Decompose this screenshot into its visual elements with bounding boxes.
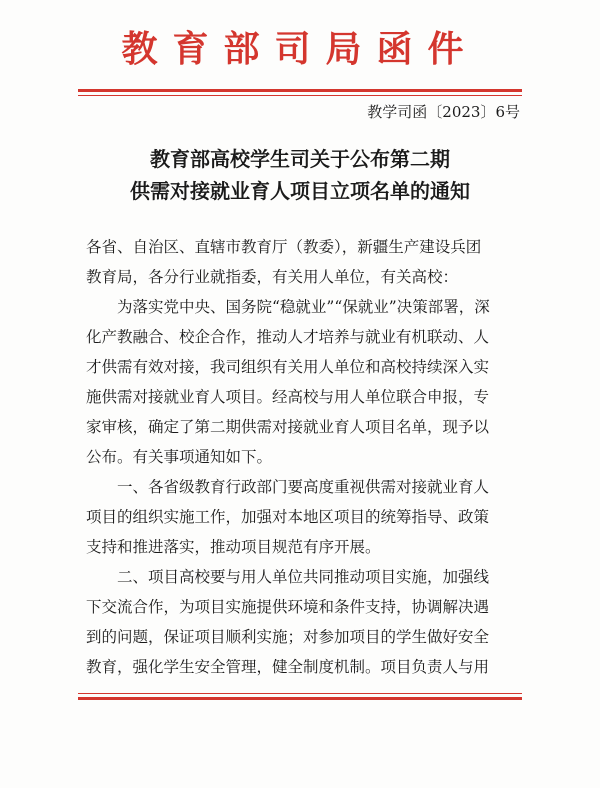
body-line: 化产教融合、校企合作，推动人才培养与就业有机联动、人: [86, 328, 490, 346]
notice-body: [86, 232, 518, 682]
body-line: 教育，强化学生安全管理，健全制度机制。项目负责人与用: [86, 658, 490, 676]
body-line: 施供需对接就业育人项目。经高校与用人单位联合申报，专: [86, 388, 490, 406]
document-number: 教学司函〔2023〕6号: [367, 103, 520, 121]
masthead-rule-thin: [78, 95, 522, 96]
masthead-title: 教育部司局函件: [121, 29, 479, 70]
footer-rule-thick: [78, 697, 522, 700]
masthead-rule-thick: [78, 89, 522, 92]
notice-title-line-1: 教育部高校学生司关于公布第二期: [150, 147, 450, 171]
body-line: 项目的组织实施工作，加强对本地区项目的统筹指导、政策: [86, 508, 490, 526]
body-line: 公布。有关事项通知如下。: [86, 448, 273, 466]
footer-rule-thin: [78, 693, 522, 694]
body-line: 一、各省级教育行政部门要高度重视供需对接就业育人: [86, 478, 490, 496]
body-line: 才供需有效对接，我司组织有关用人单位和高校持续深入实: [86, 358, 490, 376]
body-line: 支持和推进落实，推动项目规范有序开展。: [86, 538, 381, 556]
body-line: 下交流合作，为项目实施提供环境和条件支持，协调解决遇: [86, 598, 490, 616]
notice-title-line-2: 供需对接就业育人项目立项名单的通知: [130, 179, 470, 203]
body-line: 家审核，确定了第二期供需对接就业育人项目名单，现予以: [86, 418, 490, 436]
body-line: 教育局，各分行业就指委，有关用人单位，有关高校：: [86, 268, 459, 286]
body-line: 二、项目高校要与用人单位共同推动项目实施，加强线: [86, 568, 490, 586]
body-line: 各省、自治区、直辖市教育厅（教委），新疆生产建设兵团: [86, 238, 482, 256]
body-line: 为落实党中央、国务院“稳就业”“保就业”决策部署，深: [86, 298, 490, 316]
body-line: 到的问题，保证项目顺利实施；对参加项目的学生做好安全: [86, 628, 490, 646]
